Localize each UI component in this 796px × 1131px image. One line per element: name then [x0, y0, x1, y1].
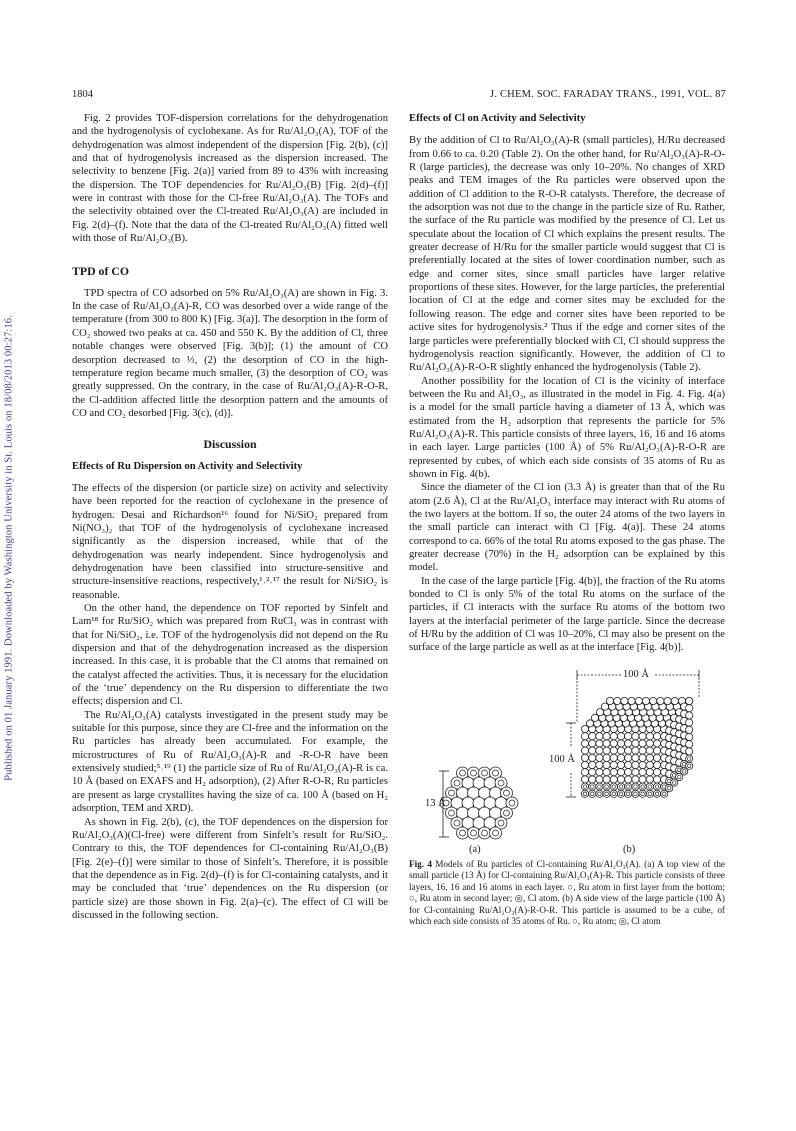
ru-atom	[603, 747, 610, 754]
ru-atom	[625, 754, 632, 761]
ru-atom	[589, 761, 596, 768]
cl-atom	[625, 783, 632, 790]
ru-atom	[617, 761, 624, 768]
ru-atom	[617, 747, 624, 754]
ru-atom	[628, 697, 635, 704]
ru-atom	[664, 697, 671, 704]
right-column	[409, 112, 725, 928]
ru-atom	[653, 768, 660, 775]
paragraph: The Ru/Al₂O₃(A) catalysts investigated in the present study may be suitable for this purpose, since they are Cl-free and the information on the Ru particles has already been accumulated. For example, the microstructures of Ru of Ru/Al₂O₃(A)-R and -R-O-R have been extensively studied;⁵˒¹⁹ (1) the particle size of Ru of Ru/Al₂O₃(A)-R is ca. 10 Å (based on EXAFS and H₂ adsorption), (2) After R-O-R, Ru particles are present as large crystallites having the size of ca. 100 Å (based on H₂ adsorption, TEM and XRD).	[72, 709, 388, 815]
ru-atom	[610, 776, 617, 783]
ru-atom	[671, 697, 678, 704]
paragraph: Another possibility for the location of Cl is the vicinity of interface between the Ru and Al₂O₃, as illustrated in the model in Fig. 4. Fig. 4(a) is a model for the small particle having a diameter of 13 Å, which was estimated from the H₂ adsorption that represents the particle for 5% Ru/Al₂O₃(A)-R. This particle consists of three layers, 16, 16 and 16 atoms in each layer. Large particles (100 Å) of 5% Ru/Al₂O₃(A)-R-O-R are represented by cubes, of which each side consists of 35 atoms of Ru as shown in Fig. 4(b).	[409, 375, 725, 480]
cl-atom	[457, 827, 469, 839]
ru-atom	[596, 740, 603, 747]
figure-caption	[409, 859, 725, 928]
ru-atom	[617, 732, 624, 739]
journal-header: J. CHEM. SOC. FARADAY TRANS., 1991, VOL. 87	[490, 89, 726, 100]
ru-atom	[686, 704, 693, 711]
ru-atom	[610, 740, 617, 747]
ru-atom	[603, 776, 610, 783]
ru-atom	[603, 761, 610, 768]
ru-atom	[603, 754, 610, 761]
paragraph: Since the diameter of the Cl ion (3.3 Å) is greater than that of the Ru atom (2.6 Å), Cl at the Ru/Al₂O₃ interface may interact with Ru atoms of the two layers at the bottom. If so, the outer 24 atoms of the two layers in the small particle can interact with Cl [Fig. 4(a)]. These 24 atoms correspond to ca. 66% of the total Ru atoms exposed to the gas phase. The greater decrease (70%) in the H₂ adsorption can be explained by this model.	[409, 482, 725, 574]
ru-atom	[653, 732, 660, 739]
ru-atom	[606, 697, 613, 704]
ru-atom	[610, 761, 617, 768]
ru-atom	[632, 747, 639, 754]
ru-atom	[646, 761, 653, 768]
ru-atom	[639, 768, 646, 775]
ru-atom	[686, 740, 693, 747]
ru-atom	[625, 740, 632, 747]
dimension-label-side: 100 Å	[549, 753, 575, 765]
ru-atom	[614, 697, 621, 704]
cl-atom	[632, 783, 639, 790]
subsection-heading-cl-effects: Effects of Cl on Activity and Selectivity	[409, 113, 586, 124]
paragraph: As shown in Fig. 2(b), (c), the TOF dependences on the dispersion for Ru/Al₂O₃(A)(Cl-free) were different from Sinfelt’s result for Ru/SiO₂. Contrary to this, the TOF dependences for Cl-containing Ru/Al₂O₃(B) [Fig. 2(e)–(f)] were similar to those of Sinfelt’s. Therefore, it is possible that the dependence as in Fig. 2(d)–(f) is for Cl-containing catalysts, and it may be concluded that ‘true’ dependences on the Ru dispersion (or particle size) are those shown in Fig. 2(a)–(c). The effect of Cl will be discussed in the following section.	[72, 816, 388, 921]
ru-atom	[639, 732, 646, 739]
ru-atom	[625, 776, 632, 783]
ru-atom	[653, 776, 660, 783]
cl-atom	[610, 790, 617, 797]
ru-atom	[639, 761, 646, 768]
caption-lead: Fig. 4	[409, 858, 432, 869]
ru-atom	[617, 768, 624, 775]
ru-atom	[589, 776, 596, 783]
ru-atom	[617, 776, 624, 783]
ru-atom	[596, 747, 603, 754]
cl-atom	[632, 790, 639, 797]
ru-atom	[653, 754, 660, 761]
paragraph: On the other hand, the dependence on TOF reported by Sinfelt and Lam¹⁸ for Ru/SiO₂ which was prepared from RuCl₃ was in contrast with that for Ni/SiO₂, i.e. TOF of the hydrogenolysis did not depend on the Ru dispersion and that of the dehydrogenation increased as the dispersion increased. In this case, it is probable that the Cl atoms that remained on the catalyst affected the activities. Thus, it is necessary for the elucidation of the ‘true’ dependency on the Ru dispersion to differentiate the two effects; dispersion and Cl.	[72, 603, 388, 708]
ru-atom	[589, 768, 596, 775]
ru-atom	[686, 719, 693, 726]
ru-atom	[596, 754, 603, 761]
ru-atom	[589, 732, 596, 739]
paragraph: In the case of the large particle [Fig. 4(b)], the fraction of the Ru atoms bonded to Cl is only 5% of the total Ru atoms on the surface of the particles, if Cl interacts with the surface Ru atoms of the bottom two layers at the interfacial perimeter of the large particle. Since the decrease of H/Ru by the addition of Cl was 10–20%, Cl may also be present on the surface of the large particle as well as at the interface [Fig. 4(b)].	[409, 575, 725, 654]
cl-atom	[603, 783, 610, 790]
ru-atom	[589, 747, 596, 754]
ru-atom	[639, 747, 646, 754]
page-number: 1804	[72, 89, 93, 100]
paragraph: TPD spectra of CO adsorbed on 5% Ru/Al₂O₃(A) are shown in Fig. 3. In the case of Ru/Al₂O₃(A)-R, CO was desorbed over a wide range of the temperature (from 300 to 800 K) [Fig. 3(a)]. The desorption in the form of CO₂ showed two peaks at ca. 450 and 550 K. By the addition of Cl, three notable changes were observed [Fig. 3(b)]; (1) the amount of CO desorption decreased to ⅓, (2) the desorption of CO in the high-temperature region became much smaller, (3) the desorption of CO₂ was greatly suppressed. On the contrary, in the case of Ru/Al₂O₃(A)-R-O-R, the Cl-addition affected little the desorption pattern and the amounts of CO and CO₂ desorbed [Fig. 3(c), (d)].	[72, 287, 388, 419]
ru-atom	[603, 768, 610, 775]
ru-atom	[603, 732, 610, 739]
ru-atom	[646, 776, 653, 783]
cl-atom	[581, 790, 588, 797]
panel-label-b: (b)	[623, 843, 636, 855]
ru-atom	[639, 754, 646, 761]
ru-atom	[610, 747, 617, 754]
ru-atom	[639, 776, 646, 783]
ru-atom	[686, 748, 693, 755]
paragraph: Fig. 2 provides TOF-dispersion correlations for the dehydrogenation and the hydrogenolysis of cyclohexane. As for Ru/Al₂O₃(A), TOF of the dehydrogenation was almost independent of the dispersion [Fig. 2(b), (c)] and that of hydrogenolysis increased as the dispersion increased. The selectivity to benzene [Fig. 2(a)] varied from 89 to 43% with increasing the dispersion. The TOF dependencies for Ru/Al₂O₃(B) [Fig. 2(d)–(f)] were in contrast with those for the Cl-free Ru/Al₂O₃(A). The TOFs and the selectivity obtained over the Cl-treated Ru/Al₂O₃(A) are included in Fig. 2(d)–(f). Note that the data of the Cl-treated Ru/Al₂O₃(A) fitted well with those of Ru/Al₂O₃(B).	[72, 113, 388, 245]
ru-atom	[639, 740, 646, 747]
paragraph: By the addition of Cl to Ru/Al₂O₃(A)-R (small particles), H/Ru decreased from 0.66 to ca. 0.20 (Table 2). On the other hand, for Ru/Al₂O₃(A)-R-O-R (large particles), the decrease was only 10–20%. No changes of XRD peaks and TEM images of the Ru particles were observed upon the addition of Cl addition to the R-O-R catalysts. Therefore, the decrease of the adsorption was not due to the change in the particle size of Ru. Rather, the surface of the Ru particle was modified by the presence of Cl. Let us speculate about the location of Cl which explains the present results. The greater decrease of H/Ru for the smaller particle would suggest that Cl is preferentially located at the sites of lower coordination number, such as edge and corner sites, since small particles have larger relative proportions of these sites. However, for the large particles, the preferential location of Cl at the edge and corner sites may be excluded for the following reason. The edge and corner sites have been reported to be active sites for hydrogenolysis.² Thus if the edge and corner sites of the large particles were preferentially blocked with Cl, Cl should suppress the hydrogenolysis reaction significantly. However, the addition of Cl to Ru/Al₂O₃(A)-R-O-R slightly enhanced the hydrogenolysis (Table 2).	[409, 135, 725, 374]
ru-atom	[581, 740, 588, 747]
small-particle-top-view	[440, 767, 518, 839]
download-watermark	[2, 168, 16, 928]
ru-atom	[625, 747, 632, 754]
ru-atom	[610, 754, 617, 761]
cl-atom	[581, 783, 588, 790]
cl-atom	[653, 790, 660, 797]
cl-atom	[479, 827, 491, 839]
ru-atom	[625, 761, 632, 768]
cl-atom	[596, 790, 603, 797]
ru-atom	[581, 732, 588, 739]
ru-atom	[646, 768, 653, 775]
ru-atom	[653, 747, 660, 754]
ru-atom	[646, 754, 653, 761]
ru-atom	[581, 761, 588, 768]
cl-atom	[589, 783, 596, 790]
ru-atom	[686, 733, 693, 740]
ru-atom	[632, 740, 639, 747]
cl-atom	[596, 783, 603, 790]
ru-atom	[603, 740, 610, 747]
cl-atom	[490, 827, 502, 839]
cl-atom	[646, 790, 653, 797]
ru-atom	[653, 761, 660, 768]
large-particle-side-view	[581, 697, 692, 797]
ru-atom	[625, 732, 632, 739]
left-column	[72, 112, 388, 922]
figure-4	[409, 667, 725, 855]
ru-atom	[596, 732, 603, 739]
ru-atom	[632, 768, 639, 775]
ru-atom	[596, 768, 603, 775]
cl-atom	[639, 790, 646, 797]
ru-atom	[625, 768, 632, 775]
ru-atom	[581, 747, 588, 754]
ru-atom	[632, 732, 639, 739]
dimension-label-top: 100 Å	[623, 668, 649, 680]
cl-atom	[686, 755, 693, 762]
ru-atom	[632, 776, 639, 783]
cl-atom	[468, 827, 480, 839]
ru-atom	[589, 740, 596, 747]
ru-atom	[617, 740, 624, 747]
cl-atom	[610, 783, 617, 790]
paragraph: The effects of the dispersion (or particle size) on activity and selectivity have been reported for the reaction of cyclohexane in the presence of hydrogen. Desai and Richardson¹⁶ found for Ni/SiO₂ prepared from Ni(NO₃)₂ that TOF of the hydrogenolysis of cyclohexane increased significantly as the dispersion increased, while that of the dehydrogenation was nearly independent. Since hydrogenolysis and dehydrogenation have been classified into structure-sensitive and structure-insensitive reactions, respectively,¹˒²˒¹⁷ the result for Ni/SiO₂ is reasonable.	[72, 482, 388, 601]
ru-atom	[686, 726, 693, 733]
cl-atom	[617, 783, 624, 790]
cl-atom	[639, 783, 646, 790]
panel-label-a: (a)	[469, 843, 481, 855]
ru-atom	[617, 754, 624, 761]
ru-atom	[596, 761, 603, 768]
cl-atom	[686, 762, 693, 769]
dimension-label-small: 13 Å	[425, 797, 446, 809]
download-watermark-text: Published on 01 January 1991. Downloaded by Washington University in St. Louis on 18/08/2013 00:27:16.	[3, 315, 15, 781]
subsection-heading-ru-dispersion: Effects of Ru Dispersion on Activity and Selectivity	[72, 460, 303, 472]
ru-atom	[653, 740, 660, 747]
ru-atom	[646, 747, 653, 754]
ru-atom	[642, 697, 649, 704]
ru-atom	[581, 776, 588, 783]
section-heading-discussion: Discussion	[203, 437, 257, 452]
ru-atom	[686, 712, 693, 719]
ru-atom	[646, 732, 653, 739]
ru-atom	[610, 768, 617, 775]
cl-atom	[589, 790, 596, 797]
ru-atom	[686, 697, 693, 704]
ru-atom	[581, 754, 588, 761]
ru-atom	[581, 768, 588, 775]
cl-atom	[646, 783, 653, 790]
ru-atom	[657, 697, 664, 704]
ru-atom	[610, 732, 617, 739]
caption-text: Models of Ru particles of Cl-containing Ru/Al₂O₃(A). (a) A top view of the small particle (13 Å) for Cl-containing Ru/Al₂O₃(A)-R. This particle consists of three layers, 16, 16 and 16 atoms in each layer. ○, Ru atom in first layer from the bottom; ○, Ru atom in second layer; ◎, Cl atom. (b) A side view of the large particle (100 Å) for Cl-containing Ru/Al₂O₃(A)-R-O-R. This particle is assumed to be a cube, of which each side consists of 35 atoms of Ru. ○, Ru atom; ◎, Cl atom	[409, 858, 725, 927]
ru-atom	[632, 754, 639, 761]
ru-atom	[596, 776, 603, 783]
ru-atom	[589, 754, 596, 761]
cl-atom	[617, 790, 624, 797]
ru-atom	[635, 697, 642, 704]
cl-atom	[603, 790, 610, 797]
ru-atom	[632, 761, 639, 768]
ru-atom	[646, 740, 653, 747]
cl-atom	[653, 783, 660, 790]
section-heading-tpd: TPD of CO	[72, 264, 130, 279]
ru-atom	[650, 697, 657, 704]
ru-atom	[621, 697, 628, 704]
cl-atom	[625, 790, 632, 797]
